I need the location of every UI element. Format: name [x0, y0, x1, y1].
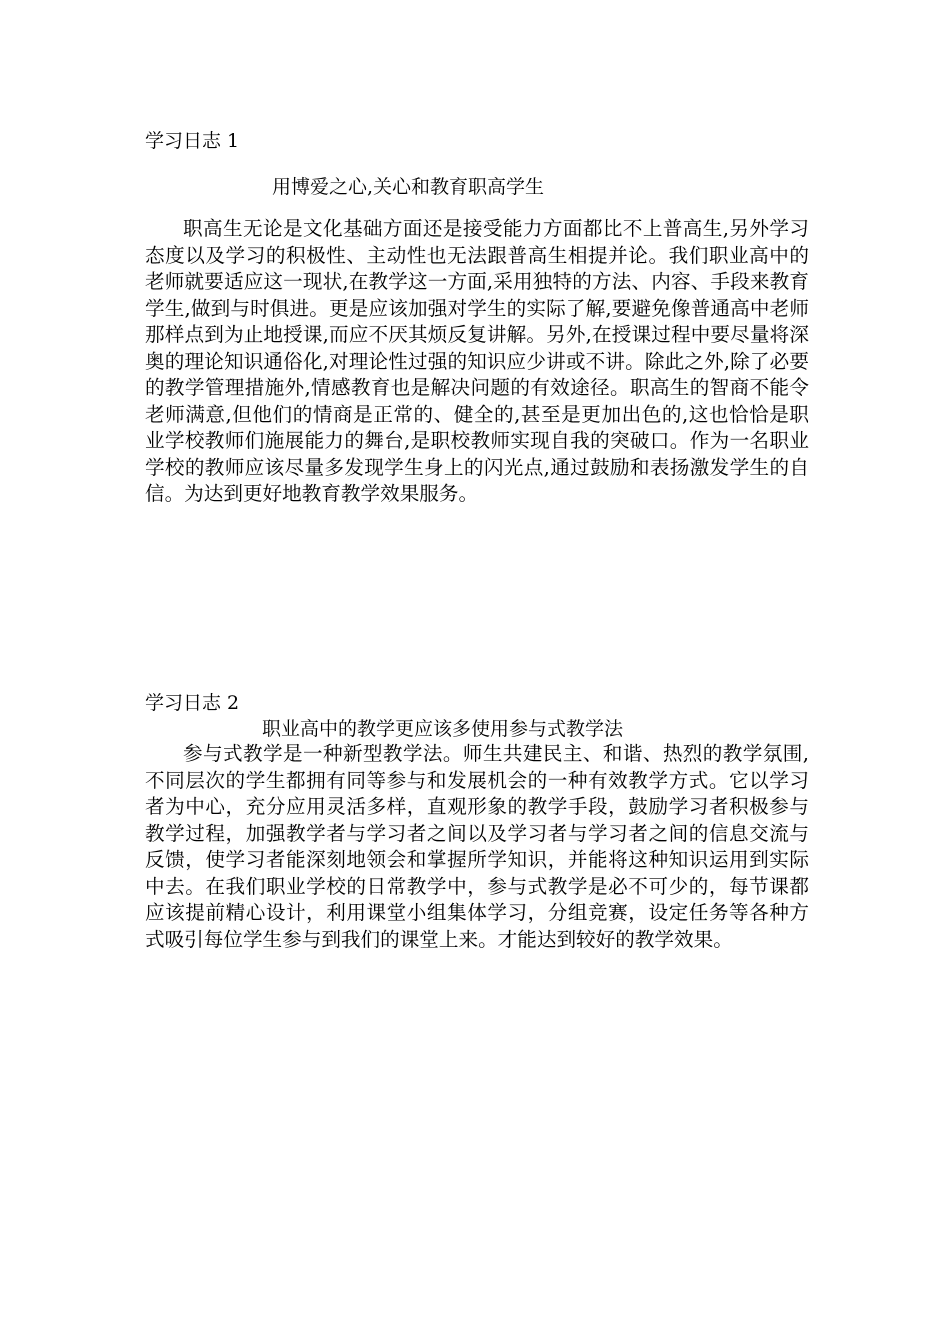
- log-1-title: 用博爱之心,关心和教育职高学生: [272, 176, 545, 198]
- log-2-body: 参与式教学是一种新型教学法。师生共建民主、和谐、热烈的教学氛围,不同层次的学生都拥有同等参与和发展机会的一种有效教学方式。它以学习者为中心，充分应用灵活多样，直观形象的教学手段，鼓励学习者积极参与教学过程，加强教学者与学习者之间以及学习者与学习者之间的信息交流与反馈，使学习者能深刻地领会和掌握所学知识，并能将这种知识运用到实际中去。在我们职业学校的日常教学中，参与式教学是必不可少的，每节课都应该提前精心设计，利用课堂小组集体学习，分组竞赛，设定任务等各种方式吸引每位学生参与到我们的课堂上来。才能达到较好的教学效果。: [145, 742, 809, 951]
- log-1-heading: 学习日志 1: [145, 130, 240, 152]
- log-2-heading: 学习日志 2: [145, 692, 240, 714]
- log-2-title: 职业高中的教学更应该多使用参与式教学法: [262, 718, 624, 740]
- log-1-body: 职高生无论是文化基础方面还是接受能力方面都比不上普高生,另外学习态度以及学习的积极性、主动性也无法跟普高生相提并论。我们职业高中的老师就要适应这一现状,在教学这一方面,采用独特的方法、内容、手段来教育学生,做到与时俱进。更是应该加强对学生的实际了解,要避免像普通高中老师那样点到为止地授课,而应不厌其烦反复讲解。另外,在授课过程中要尽量将深奥的理论知识通俗化,对理论性过强的知识应少讲或不讲。除此之外,除了必要的教学管理措施外,情感教育也是解决问题的有效途径。职高生的智商不能令老师满意,但他们的情商是正常的、健全的,甚至是更加出色的,这也恰恰是职业学校教师们施展能力的舞台,是职校教师实现自我的突破口。作为一名职业学校的教师应该尽量多发现学生身上的闪光点,通过鼓励和表扬激发学生的自信。为达到更好地教育教学效果服务。: [145, 217, 809, 505]
